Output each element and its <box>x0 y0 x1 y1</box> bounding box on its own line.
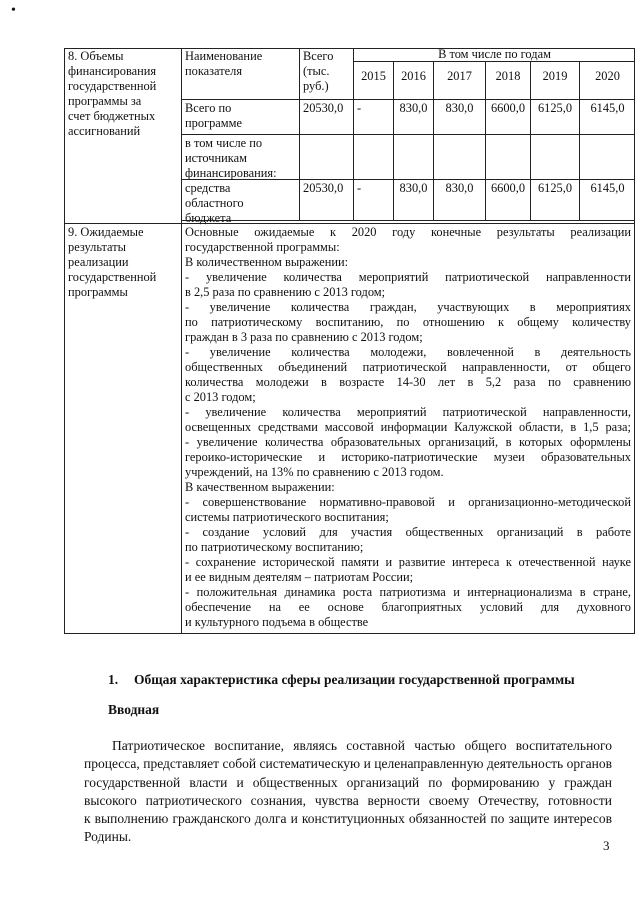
section-heading <box>108 672 575 688</box>
expected-results-line: и ее видным деятелям – патриотам России; <box>185 570 414 584</box>
paragraph-line: процесса, представляет собой систематическую и целенаправленную деятельность органов <box>84 756 612 772</box>
row-regional-2017: 830,0 <box>445 181 474 195</box>
expected-results-line: системы патриотического воспитания; <box>185 510 389 524</box>
header-total: Всего (тыс. руб.) <box>303 49 334 93</box>
row-regional-2020: 6145,0 <box>590 181 625 195</box>
row-total-2016: 830,0 <box>399 101 428 115</box>
subsection-heading: Вводная <box>108 702 160 717</box>
expected-results-line: освещенных средствами массовой информации Калужской области, в 1,5 раза; <box>185 420 631 434</box>
expected-results-line: общественных объединений патриотической направленности, от общего <box>185 360 631 374</box>
paragraph-line: к выполнению гражданского долга и конституционных обязанностей по защите интересов <box>84 811 612 827</box>
header-years-title: В том числе по годам <box>438 47 551 61</box>
paragraph-line: высокого патриотического сознания, чувства верности своему Отечеству, готовности <box>84 792 612 808</box>
row-regional-2018: 6600,0 <box>490 181 526 195</box>
section-heading-text: Общая характеристика сферы реализации государственной программы <box>134 672 575 687</box>
section9-label: 9. Ожидаемые результаты реализации государственной программы <box>68 225 157 299</box>
row-regional-2016: 830,0 <box>399 181 428 195</box>
section8-label: 8. Объемы финансирования государственной программы за счет бюджетных ассигнований <box>68 49 157 138</box>
year-header: 2017 <box>447 69 472 83</box>
expected-results-line: Основные ожидаемые к 2020 году конечные результаты реализации <box>185 225 631 239</box>
row-total-2018: 6600,0 <box>490 101 526 115</box>
expected-results-line: В качественном выражении: <box>185 480 335 494</box>
row-total-2017: 830,0 <box>445 101 474 115</box>
year-header: 2019 <box>542 69 568 83</box>
expected-results-line: по патриотическому воспитанию; <box>185 540 364 554</box>
row-regional-2015: - <box>357 181 362 195</box>
row-regional-name: средства областного бюджета <box>185 181 244 225</box>
row-total-2019: 6125,0 <box>537 101 573 115</box>
passport-table <box>64 48 635 634</box>
expected-results-line: героико-исторические и историко-патриотические музеи образовательных <box>185 450 631 464</box>
expected-results-line: по патриотическому воспитанию, по отношению к общему количеству <box>185 315 631 329</box>
row-total-sum: 20530,0 <box>303 101 344 115</box>
expected-results-line: - увеличение количества мероприятий патриотической направленности, <box>185 405 631 419</box>
expected-results-line: - сохранение исторической памяти и развитие интереса к отечественной науке <box>185 555 631 569</box>
expected-results-line: - положительная динамика роста патриотизма и интернационализма в стране, <box>185 585 631 599</box>
expected-results-line: с 2013 годом; <box>185 390 256 404</box>
expected-results-text <box>185 225 631 630</box>
intro-paragraph <box>84 737 612 847</box>
paragraph-line: Патриотическое воспитание, являясь составной частью общего воспитательного <box>112 738 612 753</box>
header-indicator-name: Наименование показателя <box>185 49 263 78</box>
expected-results-line: - увеличение количества молодежи, вовлеченной в деятельность <box>185 345 631 359</box>
expected-results-line: государственной программы: <box>185 240 340 254</box>
expected-results-line: количества молодежи в возрасте 14-30 лет в 5,2 раза по сравнению <box>185 375 631 389</box>
expected-results-line: в 2,5 раза по сравнению с 2013 годом; <box>185 285 386 299</box>
expected-results-line: - создание условий для участия общественных организаций в работе <box>185 525 631 539</box>
row-total-2015: - <box>357 101 362 115</box>
page-number: 3 <box>603 838 610 853</box>
year-header: 2020 <box>595 69 620 83</box>
row-sources-name: в том числе по источникам финансирования: <box>185 136 277 180</box>
row-regional-2019: 6125,0 <box>537 181 573 195</box>
expected-results-line: граждан в 3 раза по сравнению с 2013 годом; <box>185 330 423 344</box>
year-header: 2016 <box>401 69 426 83</box>
year-header: 2015 <box>361 69 386 83</box>
row-total-name: Всего по программе <box>185 101 242 130</box>
expected-results-line: учреждений, на 13% по сравнению с 2013 годом. <box>185 465 444 479</box>
expected-results-line: - увеличение количества образовательных организаций, в которых оформлены <box>185 435 631 449</box>
expected-results-line: и культурного подъема в обществе <box>185 615 369 629</box>
expected-results-line: - совершенствование нормативно-правовой и организационно-методической <box>185 495 631 509</box>
year-header: 2018 <box>495 69 521 83</box>
expected-results-line: - увеличение количества граждан, участвующих в мероприятиях <box>185 300 631 314</box>
row-total-2020: 6145,0 <box>590 101 625 115</box>
paragraph-line: Родины. <box>84 829 132 845</box>
row-regional-sum: 20530,0 <box>303 181 344 195</box>
section-heading-number: 1. <box>108 672 119 687</box>
bullet-marker: • <box>11 3 16 18</box>
expected-results-line: обеспечение на ее основе благоприятных условий для духовного <box>185 600 631 614</box>
expected-results-line: - увеличение количества мероприятий патриотической направленности <box>185 270 631 284</box>
paragraph-line: государственной власти и общественных организаций по формированию у граждан <box>84 774 612 790</box>
expected-results-line: В количественном выражении: <box>185 255 349 269</box>
